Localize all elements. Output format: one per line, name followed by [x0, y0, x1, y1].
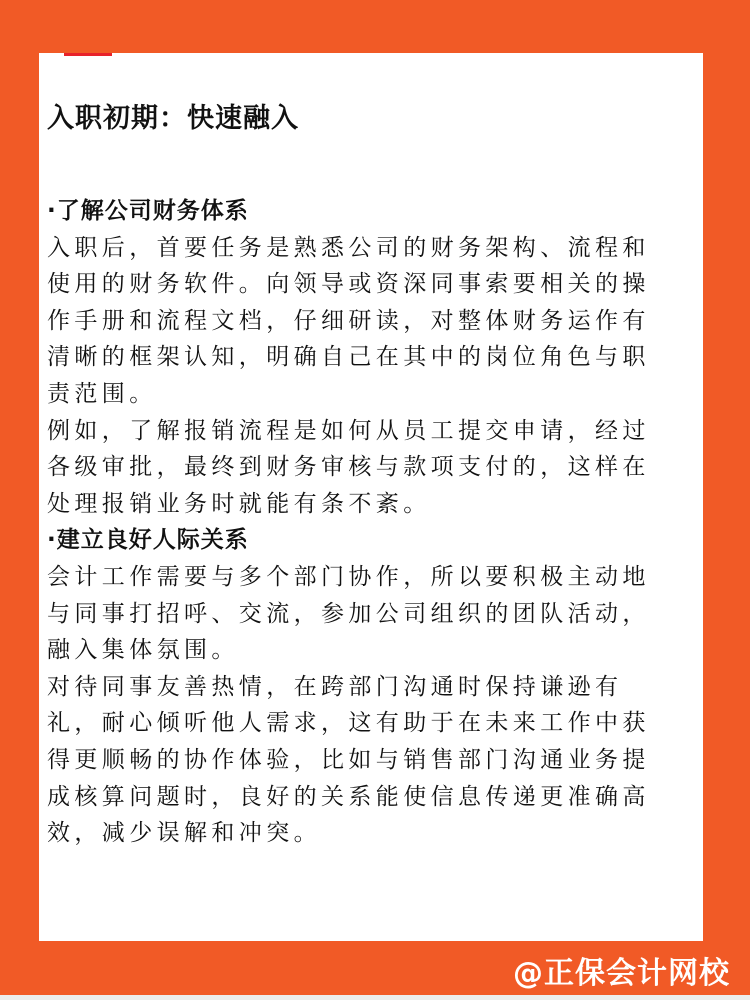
paragraph-line: 清晰的框架认知，明确自己在其中的岗位角色与职 [47, 344, 650, 371]
paragraph-line: 处理报销业务时就能有条不紊。 [47, 490, 431, 517]
paragraph-line: 责范围。 [47, 380, 157, 407]
page-title: 入职初期：快速融入 [47, 103, 299, 134]
article-body [47, 193, 697, 852]
paragraph-line: 各级审批，最终到财务审核与款项支付的，这样在 [47, 454, 650, 481]
paragraph-line: 与同事打招呼、交流，参加公司组织的团队活动， [47, 600, 650, 627]
paragraph-line: 作手册和流程文档，仔细研读，对整体财务运作有 [47, 307, 650, 334]
section-heading: ·建立良好人际关系 [47, 527, 249, 554]
paragraph-line: 对待同事友善热情，在跨部门沟通时保持谦逊有 [47, 673, 623, 700]
paragraph-line: 会计工作需要与多个部门协作，所以要积极主动地 [47, 563, 650, 590]
paragraph-line: 成核算问题时，良好的关系能使信息传递更准确高 [47, 783, 650, 810]
section-heading: ·了解公司财务体系 [47, 198, 249, 224]
watermark: @正保会计网校 [513, 956, 730, 991]
paragraph-line: 例如，了解报销流程是如何从员工提交申请，经过 [47, 417, 650, 444]
paragraph-line: 礼，耐心倾听他人需求，这有助于在未来工作中获 [47, 710, 650, 737]
accent-mark [64, 53, 112, 56]
paragraph-line: 得更顺畅的协作体验，比如与销售部门沟通业务提 [47, 746, 650, 773]
paragraph-line: 使用的财务软件。向领导或资深同事索要相关的操 [47, 271, 650, 298]
paragraph-line: 效，减少误解和冲突。 [47, 820, 321, 847]
paragraph-line: 融入集体氛围。 [47, 637, 239, 664]
bottom-strip [0, 995, 750, 1000]
paragraph-line: 入职后，首要任务是熟悉公司的财务架构、流程和 [47, 234, 650, 261]
